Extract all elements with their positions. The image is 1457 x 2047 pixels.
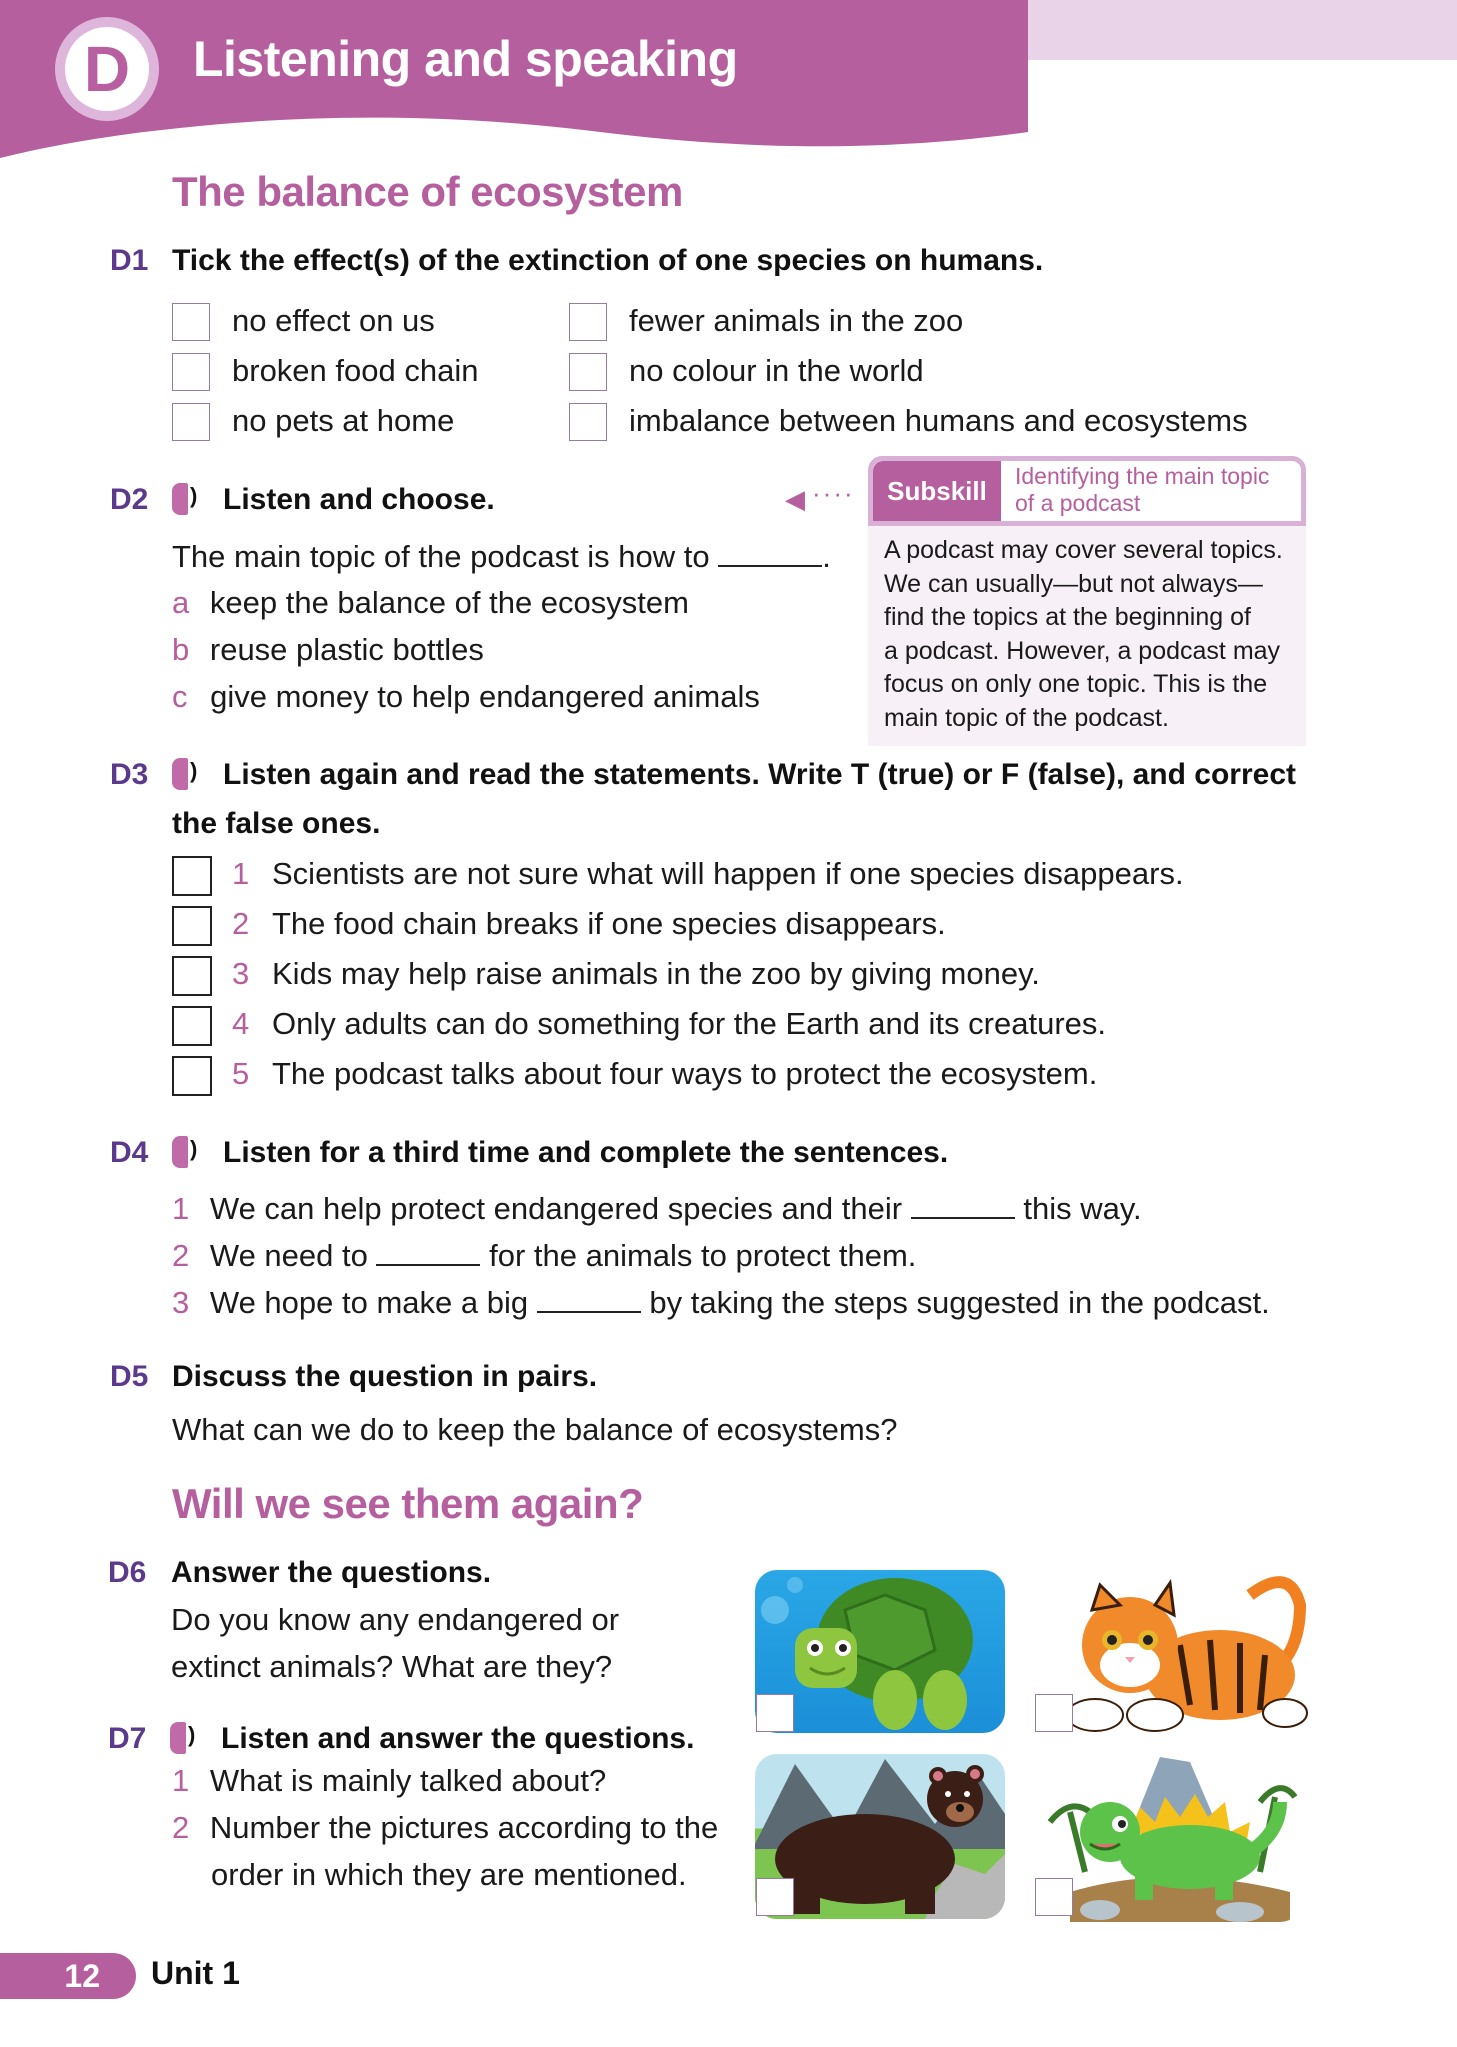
d3-statement-1 — [172, 856, 1272, 896]
statement-text: The food chain breaks if one species disappears. — [272, 906, 946, 941]
d2-audio-button[interactable] — [172, 481, 202, 517]
subskill-topic — [1015, 463, 1269, 517]
d4-sentence-1 — [172, 1189, 1142, 1227]
option-text: give money to help endangered animals — [210, 679, 760, 714]
option-label: no pets at home — [232, 403, 455, 438]
d4-label: D4 — [110, 1136, 149, 1169]
checkbox[interactable] — [172, 303, 210, 341]
subskill-text-line: focus on only one topic. This is the — [884, 670, 1268, 698]
arrow-left-icon: ◀ — [785, 484, 805, 514]
d3-instruction-line2: the false ones. — [172, 807, 381, 840]
page-number-tab — [0, 1953, 136, 1999]
section-badge — [55, 17, 159, 121]
picture-tiger — [1050, 1565, 1310, 1735]
d6-line1: Do you know any endangered or — [171, 1602, 620, 1637]
unit-label: Unit 1 — [151, 1955, 240, 1991]
option-letter: b — [172, 632, 190, 667]
dotted-connector: ···· — [812, 478, 855, 508]
statement-number: 4 — [232, 1006, 250, 1041]
d4-sentence-3 — [172, 1283, 1270, 1321]
option-label: imbalance between humans and ecosystems — [629, 403, 1248, 438]
d2-label: D2 — [110, 483, 149, 516]
d5-instruction: Discuss the question in pairs. — [172, 1360, 598, 1393]
sentence-before: We can help protect endangered species and their — [209, 1191, 903, 1226]
page-title: Listening and speaking — [193, 31, 738, 87]
answer-box[interactable] — [172, 1006, 212, 1046]
d5-question: What can we do to keep the balance of ecosystems? — [172, 1412, 898, 1447]
d7-question-1 — [172, 1763, 606, 1799]
option-label: no effect on us — [232, 303, 435, 338]
checkbox[interactable] — [569, 353, 607, 391]
sentence-number: 2 — [172, 1238, 190, 1273]
answer-box[interactable] — [172, 956, 212, 996]
header-right-band — [1028, 0, 1457, 60]
sentence-after: for the animals to protect them. — [489, 1238, 917, 1273]
section-badge-letter: D — [65, 27, 149, 111]
checkbox[interactable] — [172, 353, 210, 391]
d3-statement-3 — [172, 956, 1272, 996]
subskill-text-line: We can usually—but not always— — [884, 569, 1263, 598]
d7-instruction: Listen and answer the questions. — [221, 1722, 695, 1755]
d2-instruction: Listen and choose. — [223, 483, 495, 516]
statement-text: Only adults can do something for the Earth and its creatures. — [272, 1006, 1107, 1041]
d3-label: D3 — [110, 758, 149, 791]
subskill-text-line: find the topics at the beginning of — [884, 603, 1251, 631]
subskill-topic-line: Identifying the main topic — [1015, 463, 1270, 489]
subskill-text-line: a podcast. However, a podcast may — [884, 636, 1281, 665]
section-title-2: Will we see them again? — [172, 1480, 644, 1527]
subskill-header — [868, 456, 1306, 526]
d3-instruction-line1: Listen again and read the statements. Write T (true) or F (false), and correct — [223, 758, 1296, 791]
sentence-before: We need to — [209, 1238, 368, 1273]
d3-statement-2 — [172, 906, 1272, 946]
sentence-after: this way. — [1023, 1191, 1142, 1226]
statement-number: 5 — [232, 1056, 250, 1091]
d2-stem-text: The main topic of the podcast is how to — [172, 539, 710, 574]
option-label: fewer animals in the zoo — [629, 303, 964, 338]
d2-option-c[interactable] — [172, 679, 760, 715]
speaker-icon[interactable]: ) — [172, 756, 202, 792]
dinosaur-icon — [1040, 1752, 1302, 1922]
d7-question-2 — [172, 1810, 718, 1846]
question-number: 1 — [172, 1763, 190, 1798]
statement-number: 2 — [232, 906, 250, 941]
subskill-tag: Subskill — [873, 461, 1001, 521]
picture-bear-number-box[interactable] — [756, 1878, 794, 1916]
subskill-body — [868, 526, 1306, 746]
d3-statement-5 — [172, 1056, 1272, 1096]
sentence-number: 3 — [172, 1285, 190, 1320]
answer-blank[interactable] — [911, 1189, 1015, 1219]
statement-number: 3 — [232, 956, 250, 991]
question-text: Number the pictures according to the — [209, 1810, 719, 1845]
d6-instruction: Answer the questions. — [171, 1556, 492, 1589]
statement-text: The podcast talks about four ways to protect the ecosystem. — [272, 1056, 1098, 1091]
d2-stem — [172, 537, 831, 575]
subskill-text-line: A podcast may cover several topics. — [884, 536, 1283, 564]
option-label: no colour in the world — [629, 353, 924, 388]
speaker-icon[interactable]: ) — [172, 481, 202, 517]
d2-option-a[interactable] — [172, 585, 689, 621]
d7-question-2-cont: order in which they are mentioned. — [211, 1857, 687, 1892]
option-text: keep the balance of the ecosystem — [209, 585, 689, 620]
d4-sentence-2 — [172, 1236, 916, 1274]
option-letter: a — [172, 585, 190, 620]
d3-audio-button[interactable] — [172, 756, 202, 792]
d2-option-b[interactable] — [172, 632, 484, 668]
d5-label: D5 — [110, 1360, 149, 1393]
d1-label: D1 — [110, 244, 149, 277]
d6-line2: extinct animals? What are they? — [171, 1649, 613, 1684]
d4-instruction: Listen for a third time and complete the sentences. — [223, 1136, 949, 1169]
answer-blank[interactable] — [376, 1236, 480, 1266]
answer-blank[interactable] — [718, 537, 822, 567]
option-text: reuse plastic bottles — [209, 632, 484, 667]
speaker-icon[interactable]: ) — [170, 1720, 200, 1756]
question-text: What is mainly talked about? — [209, 1763, 607, 1798]
checkbox[interactable] — [172, 403, 210, 441]
checkbox[interactable] — [569, 403, 607, 441]
statement-text: Scientists are not sure what will happen if one species disappears. — [272, 856, 1184, 891]
option-label: broken food chain — [232, 353, 479, 388]
d2-stem-end: . — [822, 539, 831, 574]
section-title-1: The balance of ecosystem — [172, 168, 683, 215]
answer-box[interactable] — [172, 856, 212, 896]
d6-label: D6 — [108, 1556, 147, 1589]
statement-number: 1 — [232, 856, 250, 891]
checkbox[interactable] — [569, 303, 607, 341]
d3-statement-4 — [172, 1006, 1272, 1046]
picture-dinosaur — [1040, 1752, 1302, 1922]
answer-box[interactable] — [172, 1056, 212, 1096]
d7-label: D7 — [108, 1722, 147, 1755]
sentence-after: by taking the steps suggested in the podcast. — [649, 1285, 1270, 1320]
statement-text: Kids may help raise animals in the zoo by giving money. — [272, 956, 1040, 991]
d1-instruction: Tick the effect(s) of the extinction of one species on humans. — [172, 244, 1044, 277]
tiger-icon — [1050, 1565, 1310, 1735]
subskill-text-line: main topic of the podcast. — [884, 703, 1169, 732]
sentence-before: We hope to make a big — [209, 1285, 529, 1320]
answer-box[interactable] — [172, 906, 212, 946]
subskill-topic-line: of a podcast — [1015, 490, 1141, 516]
question-number: 2 — [172, 1810, 190, 1845]
picture-tiger-number-box[interactable] — [1035, 1694, 1073, 1732]
picture-turtle-number-box[interactable] — [756, 1694, 794, 1732]
page-number: 12 — [64, 1957, 100, 1994]
picture-dinosaur-number-box[interactable] — [1035, 1878, 1073, 1916]
d4-audio-button[interactable] — [172, 1134, 202, 1170]
option-letter: c — [172, 679, 188, 714]
d7-audio-button[interactable] — [170, 1720, 200, 1756]
answer-blank[interactable] — [537, 1283, 641, 1313]
subskill-box — [868, 456, 1306, 746]
sentence-number: 1 — [172, 1191, 190, 1226]
speaker-icon[interactable]: ) — [172, 1134, 202, 1170]
